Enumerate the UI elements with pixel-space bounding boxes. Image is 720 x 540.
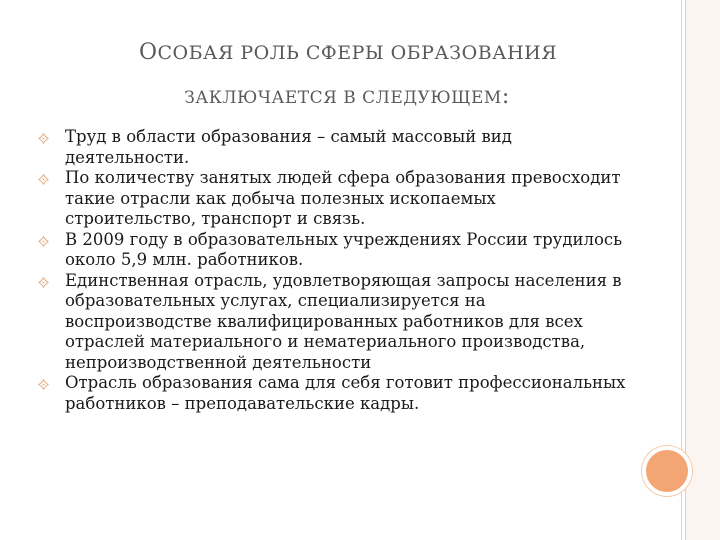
list-item	[38, 127, 628, 168]
title-line-2-text: ЗАКЛЮЧАЕТСЯ В СЛЕДУЮЩЕМ	[184, 88, 502, 108]
title-colon: :	[501, 84, 510, 109]
title-line-1	[0, 38, 680, 68]
right-decor-strip	[686, 0, 720, 540]
bullet-text: Отрасль образования сама для себя готовит профессиональных работников – преподавательские кадры.	[65, 373, 626, 413]
fleuron-icon	[38, 133, 49, 144]
list-item	[38, 230, 628, 271]
list-item	[38, 271, 628, 374]
title-line-1-text: СОБАЯ РОЛЬ СФЕРЫ ОБРАЗОВАНИЯ	[157, 42, 558, 64]
list-item	[38, 168, 628, 230]
bullet-text: По количеству занятых людей сфера образования превосходит такие отрасли как добыча полезных ископаемых строительство, транспорт и связь.	[65, 168, 621, 228]
fleuron-icon	[38, 236, 49, 247]
bullet-text: Труд в области образования – самый массовый вид деятельности.	[65, 127, 512, 167]
fleuron-icon	[38, 379, 49, 390]
title-line-2	[0, 82, 680, 113]
fleuron-icon	[38, 277, 49, 288]
bullet-text: Единственная отрасль, удовлетворяющая запросы населения в образовательных услугах, специализируется на воспроизводстве квалифицированных работников для всех отраслей материального и нематериального производства, непроизводственной деятельности	[65, 270, 622, 372]
bullet-text: В 2009 году в образовательных учреждениях России трудилось около 5,9 млн. работников.	[65, 229, 623, 269]
fleuron-icon	[38, 174, 49, 185]
title-initial: О	[138, 40, 158, 65]
slide-title	[0, 38, 680, 113]
bullet-list	[38, 127, 628, 414]
list-item	[38, 373, 628, 414]
decor-circle-icon	[642, 446, 692, 496]
